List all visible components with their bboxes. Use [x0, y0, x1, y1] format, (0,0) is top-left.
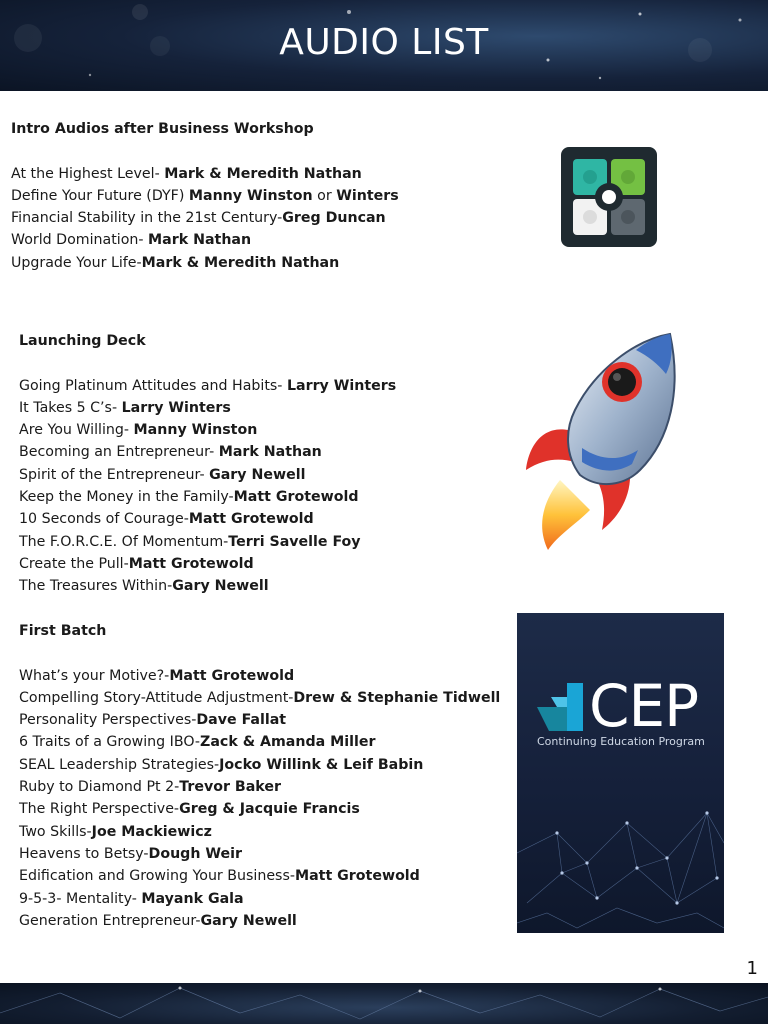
section-heading: First Batch: [19, 623, 107, 639]
list-item: SEAL Leadership Strategies-Jocko Willink & Leif Babin: [19, 756, 424, 773]
list-item: The Treasures Within-Gary Newell: [19, 578, 269, 595]
list-item: At the Highest Level- Mark & Meredith Nathan: [11, 165, 362, 182]
intro-section: [11, 118, 399, 274]
rocket-icon: [520, 330, 690, 555]
page-header: [0, 0, 768, 91]
list-item: Upgrade Your Life-Mark & Meredith Nathan: [11, 254, 340, 271]
list-item: The Right Perspective-Greg & Jacquie Francis: [19, 801, 360, 818]
list-item: Generation Entrepreneur-Gary Newell: [19, 912, 297, 929]
list-item: Create the Pull-Matt Grotewold: [19, 555, 254, 572]
list-item: Financial Stability in the 21st Century-Greg Duncan: [11, 210, 386, 227]
list-item: Heavens to Betsy-Dough Weir: [19, 845, 242, 862]
cep-title: CEP: [589, 672, 699, 740]
page-footer: [0, 983, 768, 1024]
first-batch-section: [19, 620, 500, 932]
launching-section: [19, 330, 396, 598]
list-item: 9-5-3- Mentality- Mayank Gala: [19, 890, 244, 907]
list-item: Are You Willing- Manny Winston: [19, 422, 258, 439]
page-title: AUDIO LIST: [279, 22, 489, 63]
page-number: 1: [746, 958, 758, 979]
cep-card: [517, 613, 724, 933]
puzzle-app-icon: [561, 147, 657, 247]
list-item: What’s your Motive?-Matt Grotewold: [19, 667, 295, 684]
network-pattern: [517, 773, 724, 933]
section-heading: Launching Deck: [19, 333, 146, 349]
list-item: 6 Traits of a Growing IBO-Zack & Amanda Miller: [19, 734, 376, 751]
list-item: Define Your Future (DYF) Manny Winston or Winters: [11, 187, 399, 204]
list-item: Spirit of the Entrepreneur- Gary Newell: [19, 466, 306, 483]
list-item: The F.O.R.C.E. Of Momentum-Terri Savelle Foy: [19, 533, 361, 550]
list-item: Edification and Growing Your Business-Matt Grotewold: [19, 868, 420, 885]
footer-network: [0, 983, 768, 1024]
list-item: Going Platinum Attitudes and Habits- Larry Winters: [19, 377, 397, 394]
list-item: It Takes 5 C’s- Larry Winters: [19, 399, 231, 416]
cep-logo-icon: [537, 683, 583, 731]
list-item: Becoming an Entrepreneur- Mark Nathan: [19, 444, 322, 461]
cep-subtitle: Continuing Education Program: [537, 735, 705, 748]
list-item: Two Skills-Joe Mackiewicz: [19, 823, 212, 840]
list-item: Keep the Money in the Family-Matt Grotewold: [19, 489, 359, 506]
list-item: Ruby to Diamond Pt 2-Trevor Baker: [19, 779, 281, 796]
list-item: Personality Perspectives-Dave Fallat: [19, 712, 287, 729]
list-item: 10 Seconds of Courage-Matt Grotewold: [19, 511, 314, 528]
list-item: Compelling Story-Attitude Adjustment-Drew & Stephanie Tidwell: [19, 689, 501, 706]
list-item: World Domination- Mark Nathan: [11, 232, 252, 249]
section-heading: Intro Audios after Business Workshop: [11, 121, 314, 137]
